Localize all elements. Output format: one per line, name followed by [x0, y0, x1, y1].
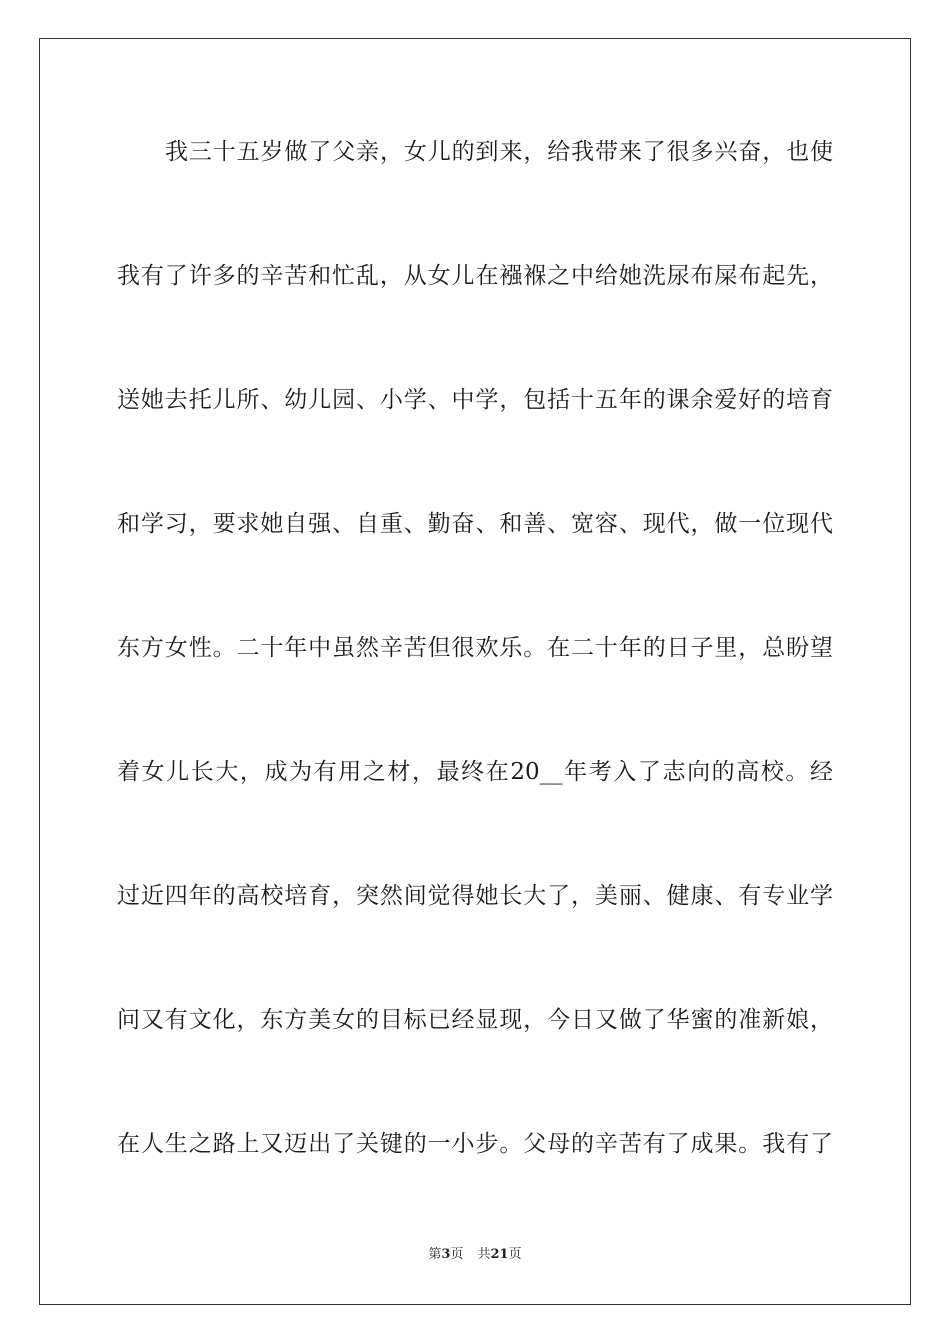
text-line: 在人生之路上又迈出了关键的一小步。父母的辛苦有了成果。我有了	[117, 1131, 833, 1157]
page-border	[39, 38, 911, 1305]
total-pages: 21	[490, 1247, 509, 1262]
page-footer	[0, 1246, 950, 1264]
text-line: 着女儿长大，成为有用之材，最终在20__年考入了志向的高校。经	[117, 759, 833, 785]
text-line: 问又有文化，东方美女的目标已经显现，今日又做了华蜜的准新娘，	[117, 1007, 833, 1033]
total-prefix: 共	[477, 1247, 491, 1262]
page-number: 3	[441, 1247, 451, 1262]
page-prefix: 第	[428, 1247, 442, 1262]
page-suffix: 页	[450, 1247, 464, 1262]
text-line: 送她去托儿所、幼儿园、小学、中学，包括十五年的课余爱好的培育	[117, 387, 833, 413]
text-line: 我有了许多的辛苦和忙乱，从女儿在襁褓之中给她洗尿布屎布起先，	[117, 263, 833, 289]
text-line: 我三十五岁做了父亲，女儿的到来，给我带来了很多兴奋，也使	[165, 139, 833, 165]
text-line: 过近四年的高校培育，突然间觉得她长大了，美丽、健康、有专业学	[117, 883, 833, 909]
text-line: 东方女性。二十年中虽然辛苦但很欢乐。在二十年的日子里，总盼望	[117, 635, 833, 661]
total-suffix: 页	[508, 1247, 522, 1262]
text-line: 和学习，要求她自强、自重、勤奋、和善、宽容、现代，做一位现代	[117, 511, 833, 537]
